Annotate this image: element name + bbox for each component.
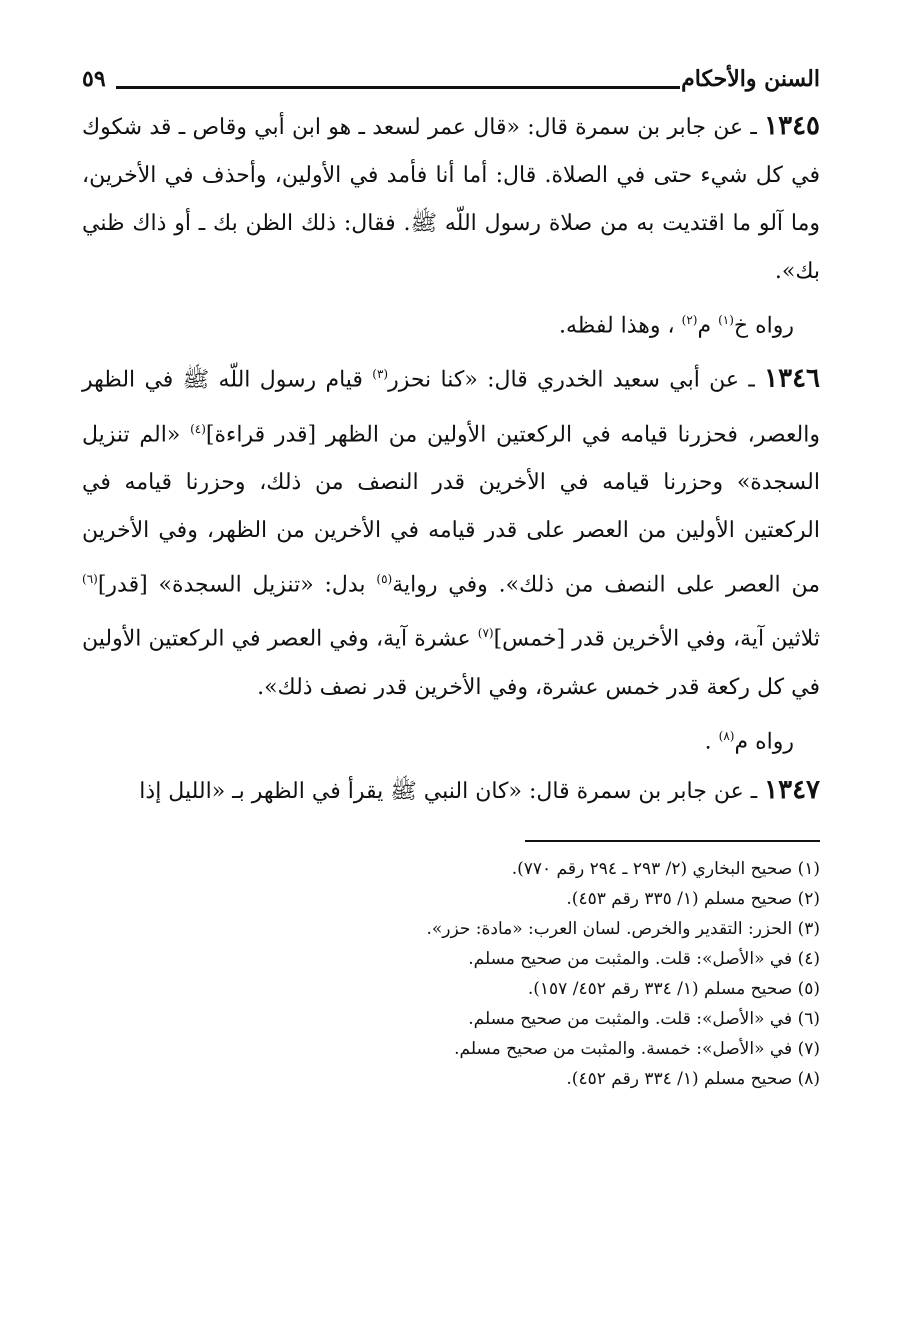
footnote-ref: (٧) bbox=[477, 626, 494, 641]
hadith-text: «الم تنزيل السجدة» وحزرنا قيامه في الأخرين قدر النصف من ذلك، وحزرنا قيامه في الركعتين الأولين من العصر على قدر قيامه في الأخرين من الظهر، وفي الأخرين من العصر على النصف من ذلك». وفي رواية bbox=[82, 421, 820, 598]
hadith-1346-source bbox=[82, 712, 820, 766]
footnote-ref: (٢) bbox=[681, 313, 698, 327]
page-header bbox=[82, 62, 820, 102]
hadith-1346 bbox=[82, 350, 820, 711]
footnote-ref: (٦) bbox=[82, 571, 98, 586]
hadith-text: عشرة آية، وفي العصر في الركعتين الأولين في كل ركعة قدر خمس عشرة، وفي الأخرين قدر نصف ذلك». bbox=[82, 626, 820, 700]
footnote-rule bbox=[525, 840, 820, 842]
footnote-ref: (٥) bbox=[376, 571, 393, 586]
hadith-number: ١٣٤٧ bbox=[764, 774, 820, 805]
source-text: ، وهذا لفظه. bbox=[558, 313, 682, 339]
footnote-item: (٦) في «الأصل»: قلت. والمثبت من صحيح مسلم. bbox=[468, 1008, 820, 1029]
hadith-1345-source bbox=[82, 296, 820, 350]
header-rule bbox=[116, 86, 680, 89]
footnote-item: (٧) في «الأصل»: خمسة. والمثبت من صحيح مسلم. bbox=[454, 1038, 820, 1059]
footnote-ref: (٨) bbox=[718, 728, 735, 743]
source-text: رواه خ bbox=[733, 313, 794, 339]
source-text: م bbox=[697, 313, 719, 339]
source-text: رواه م bbox=[734, 728, 794, 754]
book-page bbox=[82, 62, 820, 1094]
footnote-ref: (١) bbox=[718, 313, 734, 327]
hadith-text: بدل: «تنزيل السجدة» [قدر] bbox=[97, 572, 377, 598]
hadith-1347 bbox=[82, 766, 820, 816]
footnote-item: (٢) صحيح مسلم (١/ ٣٣٥ رقم ٤٥٣). bbox=[566, 888, 820, 909]
hadith-text: قيام رسول اللّه ﷺ في الظهر والعصر، فحزرنا قيامه في الركعتين الأولين من الظهر [قدر قراءة] bbox=[82, 367, 820, 447]
footnotes bbox=[82, 854, 820, 1094]
page-number: ٥٩ bbox=[82, 66, 106, 92]
hadith-text: ـ عن جابر بن سمرة قال: «قال عمر لسعد ـ هو ابن أبي وقاص ـ قد شكوك في كل شيء حتى في الصلاة. قال: أما أنا فأمد في الأولين، وأحذف في الأخرين، وما آلو ما اقتديت به من صلاة رسول اللّه ﷺ. فقال: ذلك الظن بك ـ أو ذاك ظني بك». bbox=[82, 115, 820, 284]
hadith-number: ١٣٤٥ bbox=[764, 111, 821, 141]
footnote-item: (٤) في «الأصل»: قلت. والمثبت من صحيح مسلم. bbox=[468, 948, 820, 969]
source-text: . bbox=[704, 728, 719, 754]
footnote-ref: (٣) bbox=[372, 367, 389, 382]
hadith-1345 bbox=[82, 102, 820, 296]
footnote-item: (٣) الحزر: التقدير والخرص. لسان العرب: «مادة: حزر». bbox=[426, 918, 820, 939]
hadith-text: ـ عن جابر بن سمرة قال: «كان النبي ﷺ يقرأ في الظهر بـ «الليل إذا bbox=[139, 778, 758, 804]
footnote-item: (٥) صحيح مسلم (١/ ٣٣٤ رقم ٤٥٢/ ١٥٧). bbox=[527, 978, 820, 999]
footnote-item: (١) صحيح البخاري (٢/ ٢٩٣ ـ ٢٩٤ رقم ٧٧٠). bbox=[511, 858, 820, 879]
hadith-number: ١٣٤٦ bbox=[764, 363, 821, 394]
running-title: السنن والأحكام bbox=[681, 66, 820, 92]
footnote-ref: (٤) bbox=[190, 421, 206, 436]
hadith-text: ـ عن أبي سعيد الخدري قال: «كنا نحزر bbox=[388, 367, 755, 393]
footnote-item: (٨) صحيح مسلم (١/ ٣٣٤ رقم ٤٥٢). bbox=[566, 1068, 820, 1089]
hadith-text: ثلاثين آية، وفي الأخرين قدر [خمس] bbox=[493, 626, 820, 652]
